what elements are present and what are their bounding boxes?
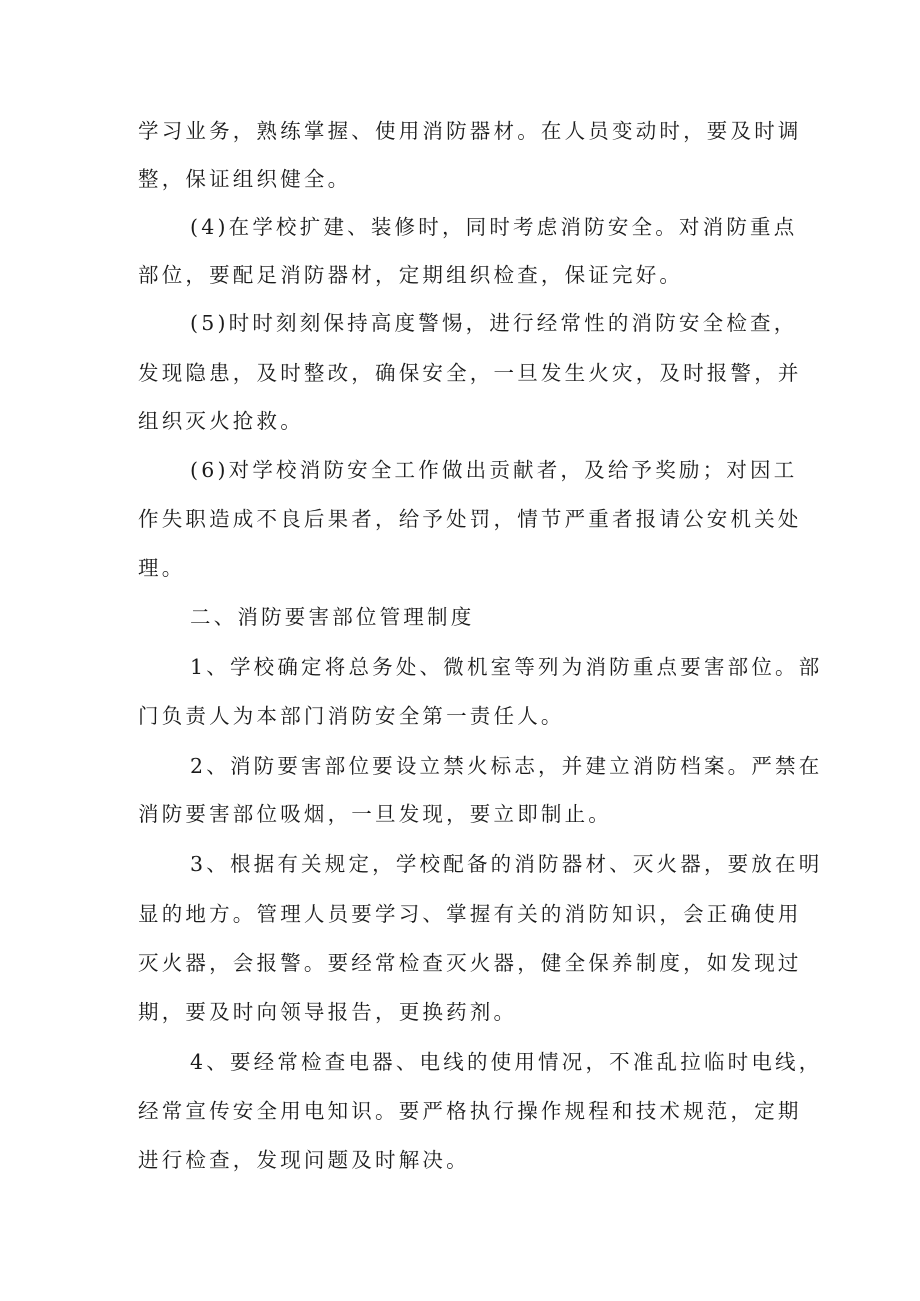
body-text-line: 学习业务，熟练掌握、使用消防器材。在人员变动时，要及时调 (138, 119, 802, 143)
body-text-line: 理。 (138, 556, 186, 580)
body-text-line: 组织灭火抢救。 (138, 409, 304, 433)
body-text-line: 2、消防要害部位要设立禁火标志，并建立消防档案。严禁在 (190, 754, 823, 778)
body-text-line: (6)对学校消防安全工作做出贡献者，及给予奖励；对因工 (190, 458, 798, 482)
body-text-line: 灭火器，会报警。要经常检查灭火器，健全保养制度，如发现过 (138, 951, 802, 975)
body-text-line: 整，保证组织健全。 (138, 167, 352, 191)
body-text-line: (5)时时刻刻保持高度警惕，进行经常性的消防安全检查， (190, 311, 798, 335)
body-text-line: 消防要害部位吸烟，一旦发现，要立即制止。 (138, 802, 612, 826)
body-text-line: 4、要经常检查电器、电线的使用情况，不准乱拉临时电线， (190, 1050, 823, 1074)
body-text-line: 发现隐患，及时整改，确保安全，一旦发生火灾，及时报警，并 (138, 361, 802, 385)
section-heading: 二、消防要害部位管理制度 (190, 605, 475, 629)
body-text-line: 门负责人为本部门消防安全第一责任人。 (138, 704, 565, 728)
body-text-line: (4)在学校扩建、装修时，同时考虑消防安全。对消防重点 (190, 215, 798, 239)
body-text-line: 部位，要配足消防器材，定期组织检查，保证完好。 (138, 263, 684, 287)
body-text-line: 进行检查，发现问题及时解决。 (138, 1148, 470, 1172)
body-text-line: 显的地方。管理人员要学习、掌握有关的消防知识，会正确使用 (138, 902, 802, 926)
body-text-line: 3、根据有关规定，学校配备的消防器材、灭火器，要放在明 (190, 852, 823, 876)
body-text-line: 作失职造成不良后果者，给予处罚，情节严重者报请公安机关处 (138, 507, 802, 531)
body-text-line: 1、学校确定将总务处、微机室等列为消防重点要害部位。部 (190, 655, 823, 679)
body-text-line: 期，要及时向领导报告，更换药剂。 (138, 1000, 518, 1024)
body-text-line: 经常宣传安全用电知识。要严格执行操作规程和技术规范，定期 (138, 1099, 802, 1123)
